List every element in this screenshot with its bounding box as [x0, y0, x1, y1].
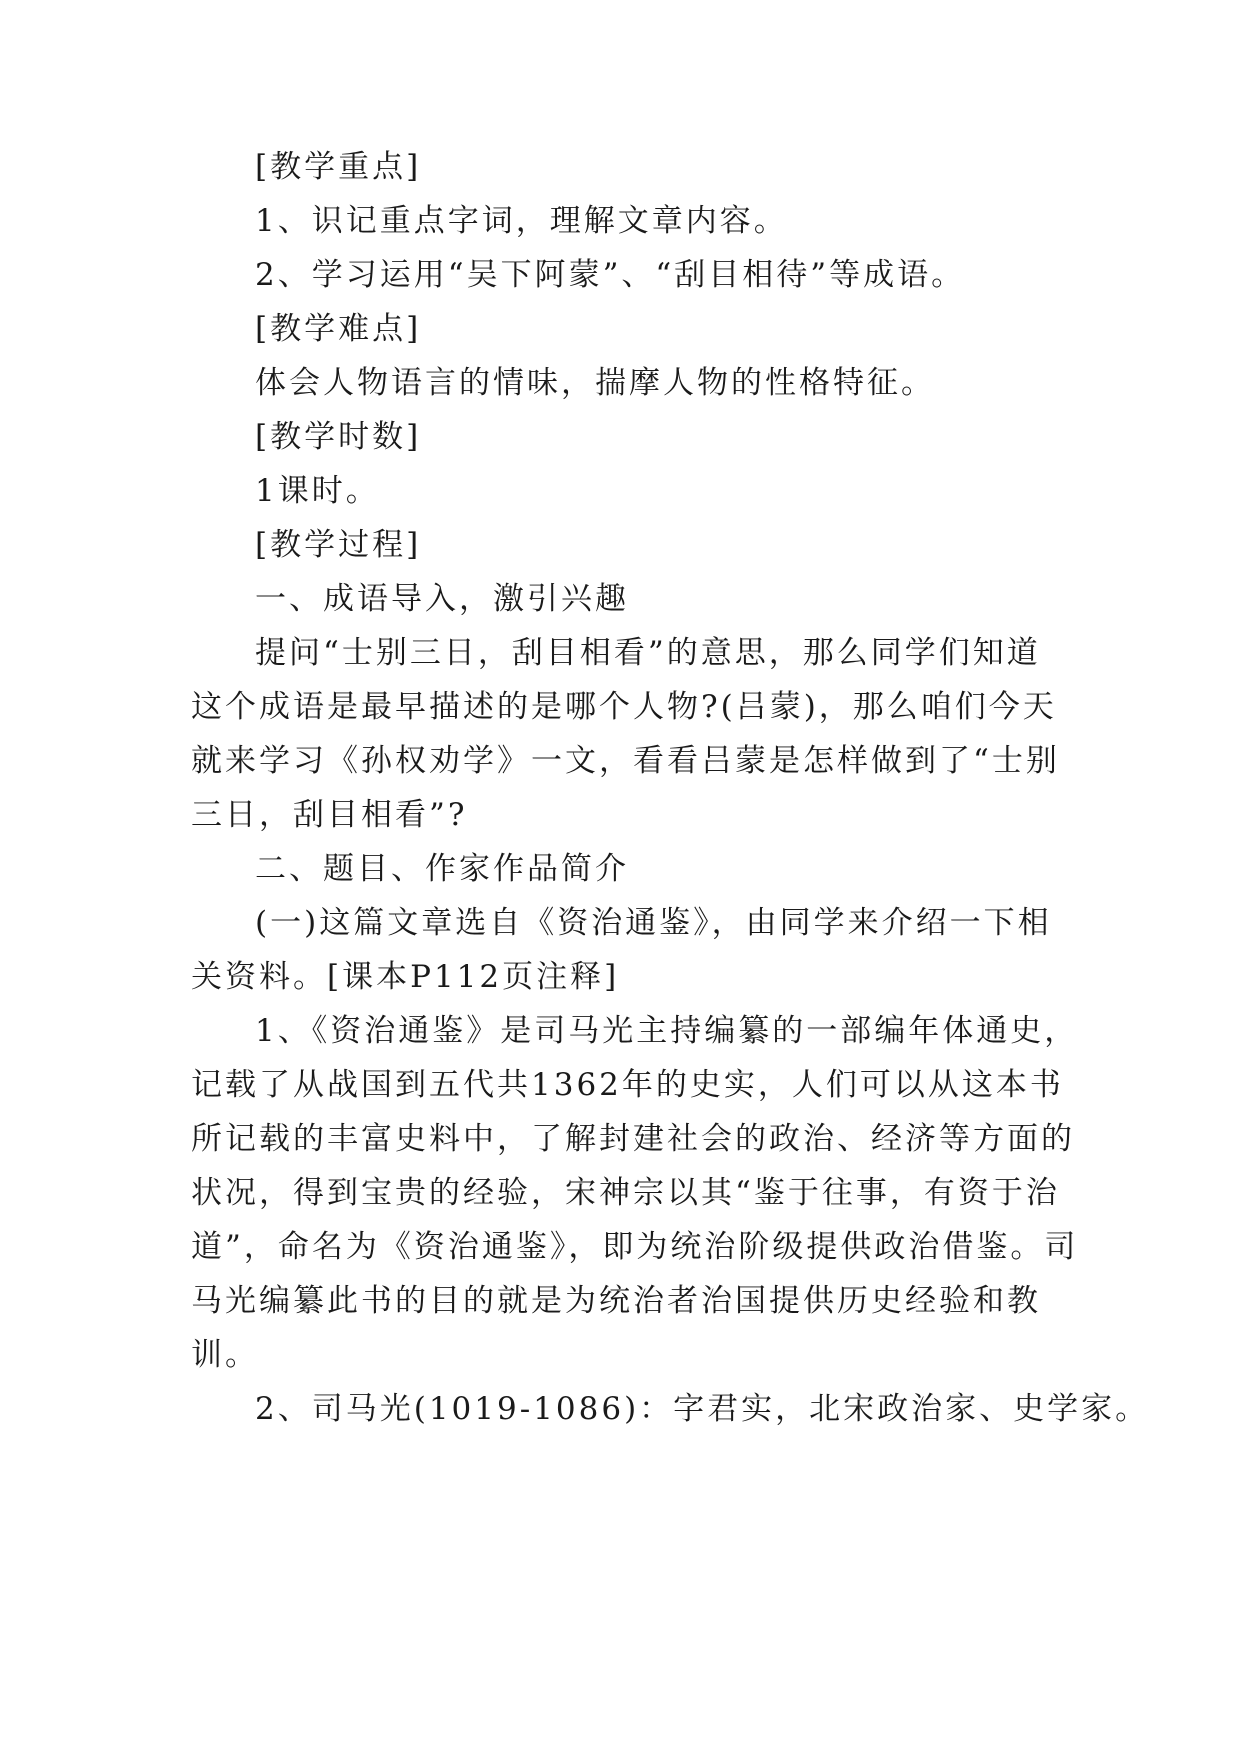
paragraph-line: 提问“士别三日，刮目相看”的意思，那么同学们知道	[255, 635, 1041, 671]
paragraph: 体会人物语言的情味，揣摩人物的性格特征。	[255, 365, 935, 401]
paragraph-line: 三日，刮目相看”?	[191, 797, 468, 833]
paragraph-line: 就来学习《孙权劝学》一文，看看吕蒙是怎样做到了“士别	[191, 743, 1060, 779]
heading-teaching-difficulty: [教学难点]	[255, 311, 422, 347]
paragraph-line: 这个成语是最早描述的是哪个人物?(吕蒙)，那么咱们今天	[191, 689, 1057, 725]
paragraph-line: 1、《资治通鉴》是司马光主持编纂的一部编年体通史，	[255, 1013, 1079, 1049]
paragraph-line: 所记载的丰富史料中，了解封建社会的政治、经济等方面的	[191, 1121, 1075, 1157]
paragraph-line: (一)这篇文章选自《资治通鉴》，由同学来介绍一下相	[255, 905, 1052, 941]
paragraph: 2、学习运用“吴下阿蒙”、“刮目相待”等成语。	[255, 257, 966, 293]
paragraph: 1、识记重点字词，理解文章内容。	[255, 203, 788, 239]
paragraph-line: 马光编纂此书的目的就是为统治者治国提供历史经验和教	[191, 1283, 1041, 1319]
paragraph-line: 记载了从战国到五代共1362年的史实，人们可以从这本书	[191, 1067, 1064, 1103]
heading-teaching-hours: [教学时数]	[255, 419, 422, 455]
section-heading: 一、成语导入，激引兴趣	[255, 581, 629, 617]
paragraph-line: 关资料。[课本P112页注释]	[191, 959, 620, 995]
paragraph: 1课时。	[255, 473, 380, 509]
heading-teaching-process: [教学过程]	[255, 527, 422, 563]
paragraph-line: 状况，得到宝贵的经验，宋神宗以其“鉴于往事，有资于治	[191, 1175, 1060, 1211]
section-heading: 二、题目、作家作品简介	[255, 851, 629, 887]
paragraph-line: 2、司马光(1019-1086)：字君实，北宋政治家、史学家。	[255, 1391, 1150, 1427]
heading-teaching-focus: [教学重点]	[255, 149, 422, 185]
paragraph-line: 训。	[191, 1337, 259, 1373]
paragraph-line: 道”，命名为《资治通鉴》，即为统治阶级提供政治借鉴。司	[191, 1229, 1079, 1265]
